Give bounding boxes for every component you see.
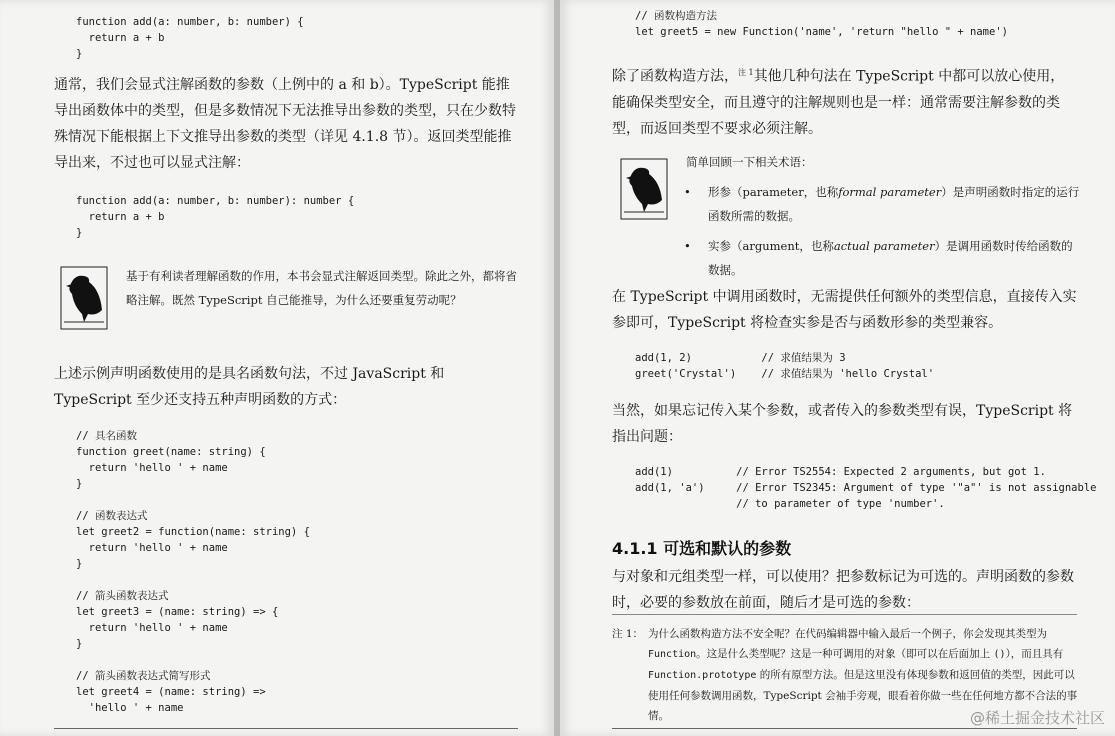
tip-intro: 简单回顾一下相关术语： xyxy=(686,155,813,169)
footnote-text: 为什么函数构造方法不安全呢？在代码编辑器中输入最后一个例子，你会发现其类型为 Function。这是什么类型呢？这是一种可调用的对象（即可以在后面加上 ()），而且具有 Function.prototype 的所有原型方法。但是这里没有体现参数和返回值的类型，因此可以使用任何参数调用函数，TypeScript 会袖手旁观，眼看着你做一些在任何地方都不合法的事情。 xyxy=(648,628,1078,722)
right-page xyxy=(560,0,1115,736)
code-block-add: function add(a: number, b: number) { return a + b } xyxy=(76,16,304,60)
term-argument: • 实参（argument，也称actual parameter）是调用函数时传给函数的数据。 xyxy=(684,239,1073,277)
crow-tip-icon xyxy=(620,158,668,220)
code-block-function-forms: // 具名函数 function greet(name: string) { return 'hello ' + name } // 函数表达式 let greet2 = function(name: string) { return 'hello ' + name } // 箭头函数表达式 let greet3 = (name: string) => { return 'hello ' + name } // 箭头函数表达式简写形式 let greet4 = (name: string) => 'hello ' + name xyxy=(76,430,310,714)
note-explicit-return: 基于有利读者理解函数的作用，本书会显式注解返回类型。除此之外，都将省略注解。既然 TypeScript 自己能推导，为什么还要重复劳动呢？ xyxy=(126,269,517,307)
watermark: @稀土掘金技术社区 xyxy=(969,709,1105,727)
crow-note-icon xyxy=(60,266,108,330)
term-parameter: • 形参（parameter，也称formal parameter）是声明函数时指定的运行函数所需的数据。 xyxy=(684,185,1080,223)
section-heading: 4.1.1 可选和默认的参数 xyxy=(612,539,792,558)
paragraph-calling-functions: 在 TypeScript 中调用函数时，无需提供任何额外的类型信息，直接传入实参即可，TypeScript 将检查实参是否与函数形参的类型兼容。 xyxy=(612,289,1077,331)
footnote-label: 注 1： xyxy=(612,628,644,640)
terms-list xyxy=(682,180,1082,282)
code-block-errors: add(1) // Error TS2554: Expected 2 arguments, but got 1. add(1, 'a') // Error TS2345: Argument of type '"a"' is not assignable // to parameter of type 'number'. xyxy=(635,466,1097,510)
paragraph-annotate-params: 通常，我们会显式注解函数的参数（上例中的 a 和 b）。TypeScript 能推导出函数体中的类型，但是多数情况下无法推导出参数的类型，只在少数特殊情况下能根据上下文推导出参数的类型（详见 4.1.8 节）。返回类型能推导出来，不过也可以显式注解： xyxy=(54,77,516,171)
page-bottom-rule xyxy=(54,728,518,729)
code-block-calls: add(1, 2) // 求值结果为 3 greet('Crystal') // 求值结果为 'hello Crystal' xyxy=(635,352,935,380)
paragraph-constructor-note xyxy=(612,60,1077,142)
page-bottom-rule-right xyxy=(612,728,1077,729)
footnote-ref: 注 1 xyxy=(738,68,754,77)
left-page xyxy=(0,0,554,736)
paragraph-optional-params: 与对象和元组类型一样，可以使用？把参数标记为可选的。声明函数的参数时，必要的参数放在前面，随后才是可选的参数： xyxy=(612,569,1074,611)
code-block-function-constructor: // 函数构造方法 let greet5 = new Function('name', 'return "hello " + name') xyxy=(635,10,1008,38)
code-block-add-annotated: function add(a: number, b: number): number { return a + b } xyxy=(76,195,355,239)
paragraph-text-start: 除了函数构造方法， xyxy=(612,68,738,85)
footnote-rule xyxy=(612,614,1077,615)
paragraph-five-ways: 上述示例声明函数使用的是具名函数句法，不过 JavaScript 和 TypeScript 至少还支持五种声明函数的方式： xyxy=(54,366,445,408)
paragraph-text-end: 其他几种句法在 TypeScript 中都可以放心使用，能确保类型安全，而且遵守的注解规则也是一样：通常需要注解参数的类型，而返回类型不要求必须注解。 xyxy=(612,68,1065,137)
paragraph-errors: 当然，如果忘记传入某个参数，或者传入的参数类型有误，TypeScript 将指出问题： xyxy=(612,403,1073,445)
